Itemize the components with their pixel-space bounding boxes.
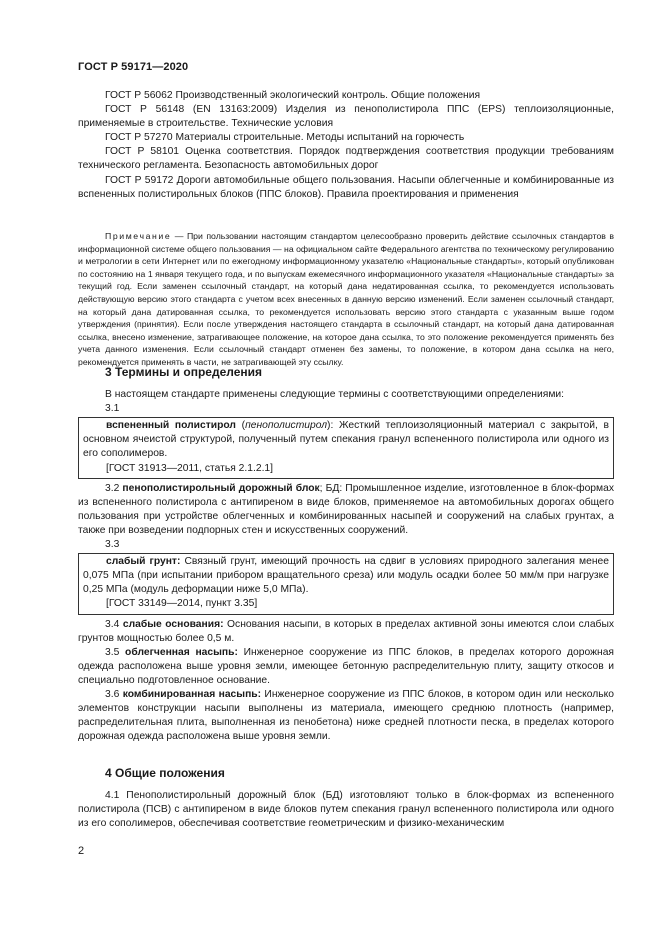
term-source: [ГОСТ 33149—2014, пункт 3.35] <box>106 598 258 610</box>
term-name: пенополистирольный дорожный блок <box>122 482 320 494</box>
section-3-heading: 3 Термины и определения <box>105 365 263 379</box>
document-header: ГОСТ Р 59171—2020 <box>78 61 189 73</box>
term-name: слабый грунт: <box>106 556 181 568</box>
term-synonym: пенополистирол <box>245 420 328 432</box>
note-label: Примечание <box>105 231 172 241</box>
term-definition: Инженерное сооружение из ППС блоков, в пределах которого дорожная одежда расположена выше уровня земли, имеющее бетонную распределительную плиту, защиту откосов и специально подготовленное основание. <box>78 646 614 686</box>
term-definition: Промышленное изделие, изготовленное в блок-формах из вспененного полистирола с антипиреном в виде блоков, применяемое на автомобильных дорогах общего пользования при устройстве облегченных и комбинированных насыпей и сооружений на слабых грунтах, а также при возведении подпорных стен и искусственных сооружений. <box>78 482 614 536</box>
term-abbr: ; БД: <box>319 482 343 494</box>
reference-item: ГОСТ Р 56062 Производственный экологический контроль. Общие положения <box>105 90 481 101</box>
page-number: 2 <box>78 845 85 857</box>
term-definition: Связный грунт, имеющий прочность на сдвиг в условиях природного залегания менее 0,075 МПа (при испытании прибором вращательного среза) или модуль осадки более 50 мм/м при нагрузке 0,25 МПа (модуль деформации ниже 5,0 МПа). <box>83 556 610 596</box>
section-3-intro: В настоящем стандарте применены следующие термины с соответствующими определениями: <box>105 389 565 401</box>
reference-item: ГОСТ Р 59172 Дороги автомобильные общего пользования. Насыпи облегченные и комбинированные из вспененных полистирольных блоков (ППС блоков). Правила проектирования и применения <box>78 174 614 200</box>
section-4-heading: 4 Общие положения <box>105 766 225 780</box>
note-text: — При пользовании настоящим стандартом целесообразно проверить действие ссылочных стандартов в информационной системе общего пользования — на официальном сайте Федерального агентства по техническому регулированию и метрологии в сети Интернет или по ежегодному информационному указателю «Национальные стандарты», который опубликован по состоянию на 1 января текущего года, и по выпускам ежемесячного информационного указателя «Национальные стандарты» за текущий год. Если заменен ссылочный стандарт, на который дана недатированная ссылка, то рекомендуется использовать действующую версию этого стандарта с учетом всех внесенных в данную версию изменений. Если заменен ссылочный стандарт, на который дана датированная ссылка, то рекомендуется использовать версию этого стандарта с указанным выше годом утверждения (принятия). Если после утверждения настоящего стандарта в ссылочный стандарт, на который дана датированная ссылка, внесено изменение, затрагивающее положение, на которое дана ссылка, то это положение рекомендуется применять без учета данного изменения. Если ссылочный стандарт отменен без замены, то положение, в котором дана ссылка на него, рекомендуется применять в части, не затрагивающей эту ссылку. <box>78 231 614 367</box>
references-list <box>78 89 614 202</box>
term-number: 3.3 <box>105 539 120 551</box>
term-definition: Основания насыпи, в которых в пределах активной зоны имеются слои слабых грунтов мощностью более 0,5 м. <box>78 618 614 644</box>
note-block <box>78 230 614 369</box>
term-number: 3.2 <box>105 482 120 494</box>
term-box-3-3 <box>78 553 614 614</box>
term-source: [ГОСТ 31913—2011, статья 2.1.2.1] <box>106 462 274 474</box>
term-box-3-1: вспененный полистирол (пенополистирол): Жесткий теплоизоляционный материал с закрытой, в основном ячеистой структурой, полученный путем спекания гранул вспененного полистирола или одного из его сополимеров. [ГОСТ 31913—2011, статья 2.1.2.1] <box>78 417 614 478</box>
term-name: вспененный полистирол <box>106 420 236 432</box>
reference-item: ГОСТ Р 57270 Материалы строительные. Методы испытаний на горючесть <box>105 132 465 144</box>
reference-item: ГОСТ Р 58101 Оценка соответствия. Порядок подтверждения соответствия продукции требованиям технического регламента. Безопасность автомобильных дорог <box>78 146 614 172</box>
section-4-paragraph: 4.1 Пенополистирольный дорожный блок (БД) изготовляют только в блок-формах из вспененного полистирола (ПСВ) с антипиреном в виде блоков путем спекания гранул вспененного полистирола или одного из его сополимеров, обеспечивая соответствие геометрическим и физико-механическим <box>78 790 614 830</box>
term-number: 3.4 <box>105 618 120 630</box>
term-number: 3.1 <box>105 403 120 415</box>
term-number: 3.5 <box>105 646 120 658</box>
section-4 <box>78 766 614 831</box>
reference-item: ГОСТ Р 56148 (EN 13163:2009) Изделия из пенополистирола ППС (EPS) теплоизоляционные, применяемые в строительстве. Технические условия <box>78 104 614 130</box>
term-name: комбинированная насыпь: <box>122 688 262 700</box>
section-3 <box>78 365 614 744</box>
term-number: 3.6 <box>105 688 120 700</box>
term-definition: Инженерное сооружение из ППС блоков, в котором один или несколько элементов конструкции насыпи выполнены из материала, имеющего среднюю плотность (например, распределительная плита, выполненная из пенобетона) ниже средней плотности песка, в пределах которого дорожная одежда расположена выше уровня земли. <box>78 688 614 743</box>
term-name: облегченная насыпь: <box>125 646 238 658</box>
term-definition: : Жесткий теплоизоляционный материал с закрытой, в основном ячеистой структурой, полученный путем спекания гранул вспененного полистирола или одного из его сополимеров. <box>83 420 609 460</box>
term-name: слабые основания: <box>122 618 224 630</box>
